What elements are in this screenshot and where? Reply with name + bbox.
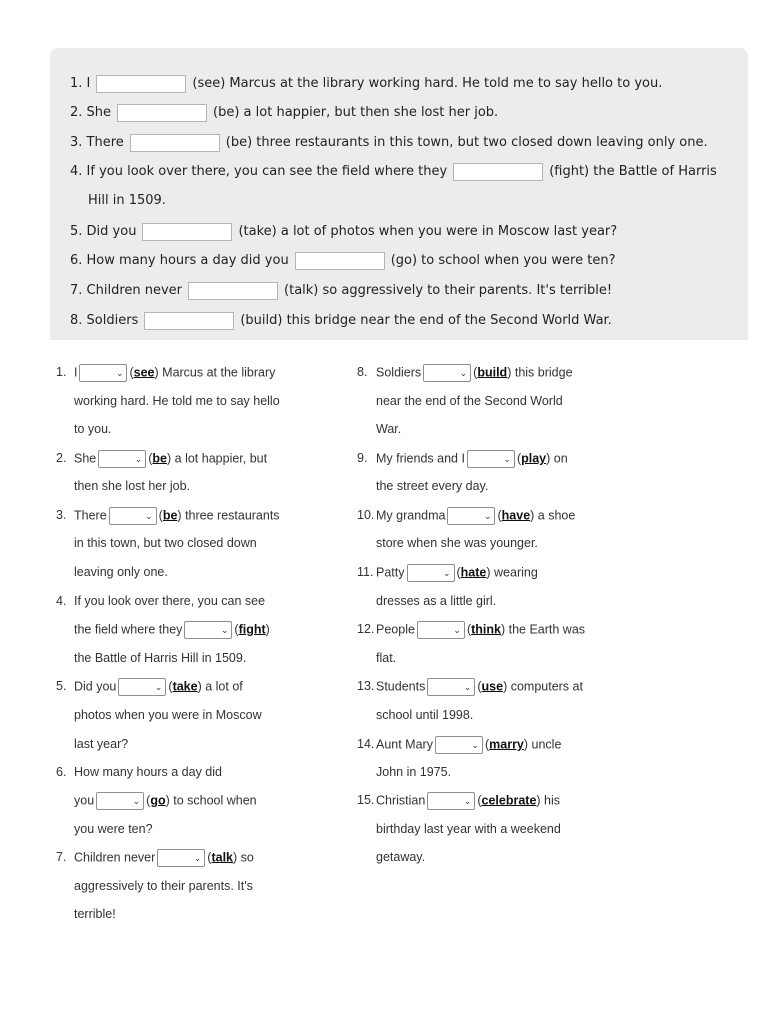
panel-line-3: 3. There (be) three restaurants in this town, but two closed down leaving only one. [70,135,708,150]
ws-q12-line2: flat. [376,651,397,665]
chevron-down-icon: ⌄ [134,454,143,464]
answer-input-1[interactable] [96,75,186,93]
panel-line-8: 8. Soldiers (build) this bridge near the end of the Second World War. [70,313,612,328]
panel-line-4: 4. If you look over there, you can see the field where they (fight) the Battle of Harris [70,164,717,179]
ws-q11-line1: 11. Patty ⌄ (hate) wearing [357,564,538,582]
panel-line-2: 2. She (be) a lot happier, but then she lost her job. [70,105,499,120]
chevron-down-icon: ⌄ [463,682,472,692]
ws-q1-line2: working hard. He told me to say hello [74,394,280,408]
ws-q2-dropdown[interactable] [98,450,146,468]
ws-q4-line3: the Battle of Harris Hill in 1509. [74,651,247,665]
ws-q14-dropdown[interactable] [435,736,483,754]
ws-q9-dropdown[interactable] [467,450,515,468]
chevron-down-icon: ⌄ [442,568,451,578]
ws-q5-line1: 5. Did you ⌄ (take) a lot of [56,678,243,696]
ws-q4-dropdown[interactable] [184,621,232,639]
chevron-down-icon: ⌄ [193,853,202,863]
ws-q7-line2: aggressively to their parents. It's [74,879,253,893]
chevron-down-icon: ⌄ [471,740,479,750]
chevron-down-icon: ⌄ [115,368,124,378]
panel-line-6: 6. How many hours a day did you (go) to school when you were ten? [70,253,616,268]
chevron-down-icon: ⌄ [459,368,468,378]
ws-q15-dropdown[interactable] [427,792,475,810]
answer-input-8[interactable] [144,312,234,330]
ws-q5-line3: last year? [74,737,129,751]
answer-input-7[interactable] [188,282,278,300]
ws-q8-line2: near the end of the Second World [376,394,563,408]
ws-q7-line1: 7. Children never ⌄ (talk) so [56,849,254,867]
ws-q1-line3: to you. [74,422,112,436]
chevron-down-icon: ⌄ [154,682,163,692]
ws-q11-line2: dresses as a little girl. [376,594,497,608]
ws-q4-line1: 4. If you look over there, you can see [56,594,266,608]
answer-input-3[interactable] [130,134,220,152]
ws-q15-line1: 15. Christian ⌄ (celebrate) his [357,792,560,810]
ws-q3-line1: 3. There ⌄ (be) three restaurants [56,507,280,525]
ws-q8-line1: 8. Soldiers ⌄ (build) this bridge [357,364,573,382]
ws-q6-line3: you were ten? [74,822,153,836]
answer-input-5[interactable] [142,223,232,241]
ws-q9-line1: 9. My friends and I ⌄ (play) on [357,450,568,468]
ws-q15-line2: birthday last year with a weekend [376,822,561,836]
ws-q1-dropdown[interactable] [79,364,127,382]
ws-q13-line1: 13. Students ⌄ (use) computers at [357,678,583,696]
ws-q5-line2: photos when you were in Moscow [74,708,262,722]
ws-q1-line1: 1. I ⌄ (see) Marcus at the library [56,364,275,382]
chevron-down-icon: ⌄ [483,511,492,521]
ws-q15-line3: getaway. [376,850,426,864]
answer-input-6[interactable] [295,252,385,270]
chevron-down-icon: ⌄ [503,454,511,464]
ws-q14-line1: 14. Aunt Mary ⌄ (marry) uncle [357,736,561,754]
panel-line-5: 5. Did you (take) a lot of photos when you were in Moscow last year? [70,224,618,239]
answer-input-2[interactable] [117,104,207,122]
ws-q8-line3: War. [376,422,402,436]
ws-q3-line3: leaving only one. [74,565,168,579]
ws-q6-line2: you ⌄ (go) to school when [74,792,257,810]
panel-line-1: 1. I (see) Marcus at the library working hard. He told me to say hello to you. [70,76,663,91]
chevron-down-icon: ⌄ [463,796,472,806]
ws-q4-line2: the field where they ⌄ (fight) [74,621,270,639]
ws-q14-line2: John in 1975. [376,765,452,779]
panel-line-4-cont: Hill in 1509. [88,193,166,208]
chevron-down-icon: ⌄ [220,625,229,635]
ws-q9-line2: the street every day. [376,479,489,493]
ws-q12-dropdown[interactable] [417,621,465,639]
ws-q6-dropdown[interactable] [96,792,144,810]
ws-q2-line1: 2. She ⌄ (be) a lot happier, but [56,450,267,468]
ws-q13-dropdown[interactable] [427,678,475,696]
panel-line-7: 7. Children never (talk) so aggressively to their parents. It's terrible! [70,283,613,298]
ws-q11-dropdown[interactable] [407,564,455,582]
ws-q8-dropdown[interactable] [423,364,471,382]
ws-q10-line1: 10. My grandma ⌄ (have) a shoe [357,507,575,525]
ws-q13-line2: school until 1998. [376,708,474,722]
chevron-down-icon: ⌄ [145,511,153,521]
ws-q7-line3: terrible! [74,907,116,921]
ws-q10-line2: store when she was younger. [376,536,538,550]
ws-q12-line1: 12. People ⌄ (think) the Earth was [357,621,585,639]
chevron-down-icon: ⌄ [132,796,141,806]
ws-q6-line1: 6. How many hours a day did [56,765,222,779]
ws-q5-dropdown[interactable] [118,678,166,696]
ws-q3-line2: in this town, but two closed down [74,536,257,550]
ws-q3-dropdown[interactable] [109,507,157,525]
ws-q10-dropdown[interactable] [447,507,495,525]
chevron-down-icon: ⌄ [453,625,461,635]
ws-q2-line2: then she lost her job. [74,479,191,493]
answer-input-4[interactable] [453,163,543,181]
ws-q7-dropdown[interactable] [157,849,205,867]
